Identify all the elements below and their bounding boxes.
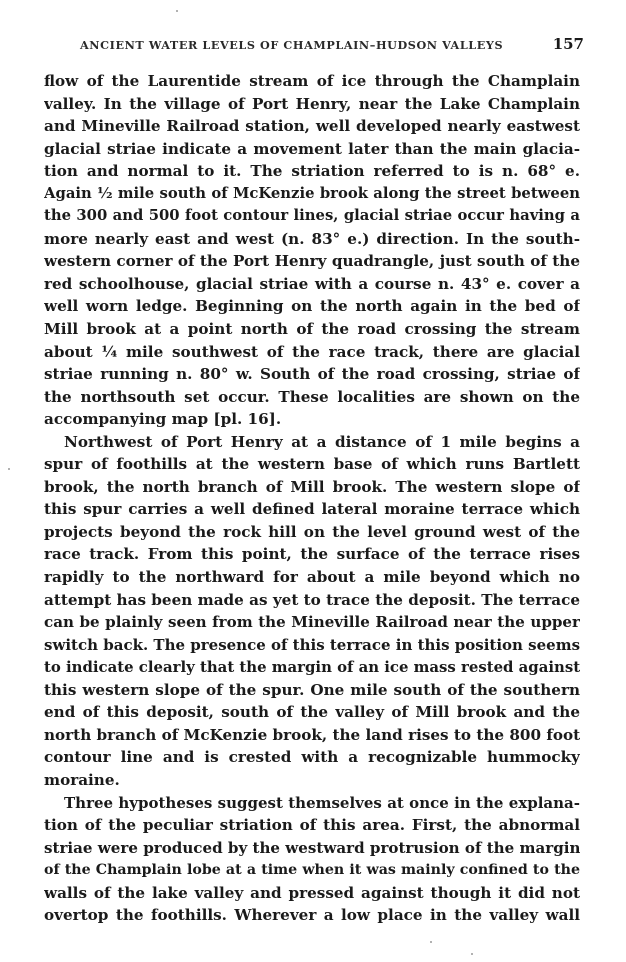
text-line: north branch of McKenzie brook, the land rises to the 800 foot	[44, 725, 580, 744]
scan-speck	[176, 10, 178, 12]
text-line: striae running n. 80° w. South of the road crossing, striae of	[44, 365, 580, 384]
text-line: rapidly to the northward for about a mile beyond which no	[44, 568, 580, 587]
text-line: Again ½ mile south of McKenzie brook along the street between	[44, 184, 580, 202]
text-line: accompanying map [pl. 16].	[44, 410, 282, 429]
text-line: more nearly east and west (n. 83° e.) direction. In the south-	[44, 229, 580, 248]
text-line: striae were produced by the westward protrusion of the margin	[44, 838, 580, 857]
text-line: overtop the foothills. Wherever a low place in the valley wall	[44, 906, 580, 925]
text-line: moraine.	[44, 770, 120, 789]
text-line: to indicate clearly that the margin of an ice mass rested against	[44, 658, 580, 677]
paragraph-1	[44, 70, 580, 431]
text-line: of the Champlain lobe at a time when it was mainly confined to the	[44, 862, 580, 879]
text-line: flow of the Laurentide stream of ice through the Champlain	[44, 72, 580, 90]
text-line: Mill brook at a point north of the road crossing the stream	[44, 320, 580, 339]
text-line: contour line and is crested with a recognizable hummocky	[44, 748, 580, 767]
scan-speck	[8, 468, 10, 470]
text-line: walls of the lake valley and pressed against though it did not	[44, 883, 580, 902]
text-line: about ¼ mile southwest of the race track, there are glacial	[44, 342, 580, 361]
text-line: this western slope of the spur. One mile south of the southern	[44, 680, 580, 699]
running-head	[60, 36, 584, 54]
text-line: switch back. The presence of this terrace in this position seems	[44, 635, 580, 654]
text-line: the 300 and 500 foot contour lines, glacial striae occur having a	[44, 207, 580, 225]
text-line: western corner of the Port Henry quadrangle, just south of the	[44, 252, 580, 271]
text-line: and Mineville Railroad station, well developed nearly eastwest	[44, 117, 580, 136]
text-line: tion and normal to it. The striation referred to is n. 68° e.	[44, 162, 580, 181]
text-line: tion of the peculiar striation of this area. First, the abnormal	[44, 816, 580, 835]
text-line: glacial striae indicate a movement later than the main glacia-	[44, 139, 580, 158]
text-line: well worn ledge. Beginning on the north again in the bed of	[44, 297, 580, 316]
text-line: this spur carries a well defined lateral moraine terrace which	[44, 500, 580, 519]
scan-speck	[471, 953, 473, 955]
body-text	[44, 70, 580, 927]
text-line: the northsouth set occur. These localities are shown on the	[44, 387, 580, 406]
scan-speck	[430, 941, 432, 943]
running-title: ANCIENT WATER LEVELS OF CHAMPLAIN–HUDSON VALLEYS	[80, 38, 504, 52]
text-line: Northwest of Port Henry at a distance of 1 mile begins a	[64, 432, 580, 451]
text-line: can be plainly seen from the Mineville Railroad near the upper	[44, 613, 580, 632]
paragraph-3	[44, 792, 580, 927]
paragraph-2	[44, 431, 580, 792]
page-number: 157	[552, 35, 584, 53]
text-line: attempt has been made as yet to trace the deposit. The terrace	[44, 590, 580, 609]
text-line: projects beyond the rock hill on the level ground west of the	[44, 522, 580, 541]
text-line: end of this deposit, south of the valley of Mill brook and the	[44, 703, 580, 722]
text-line: brook, the north branch of Mill brook. The western slope of	[44, 477, 580, 496]
text-line: race track. From this point, the surface of the terrace rises	[44, 545, 580, 564]
text-line: valley. In the village of Port Henry, near the Lake Champlain	[44, 94, 580, 113]
text-line: red schoolhouse, glacial striae with a course n. 43° e. cover a	[44, 274, 580, 293]
text-line: spur of foothills at the western base of which runs Bartlett	[44, 455, 580, 474]
text-line: Three hypotheses suggest themselves at once in the explana-	[64, 793, 580, 812]
